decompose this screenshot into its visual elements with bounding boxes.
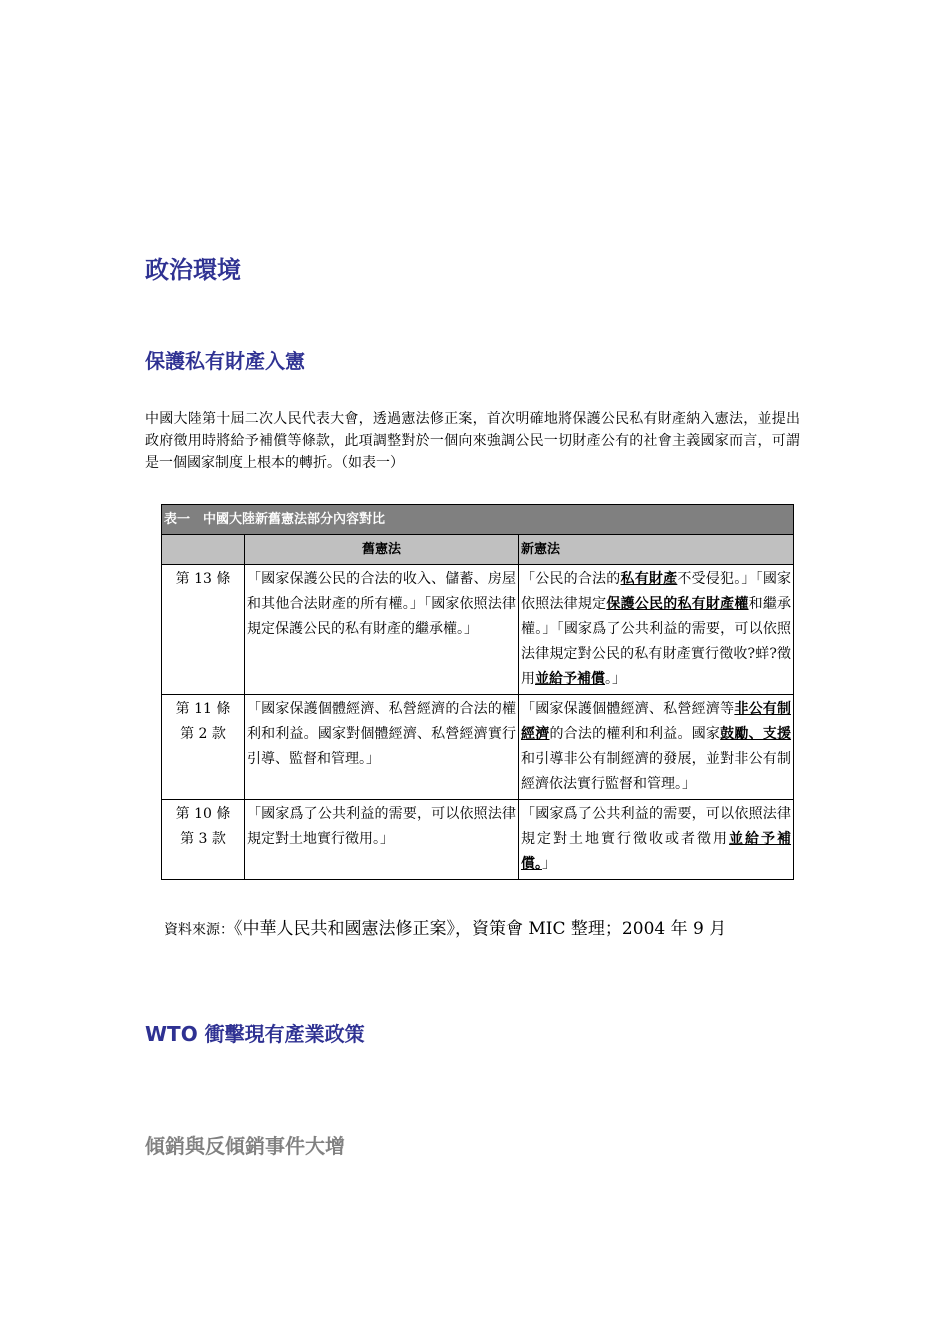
old-text-cell: 「國家保護公民的合法的收入、儲蓄、房屋和其他合法財產的所有權。」「國家依照法律規定保護公民的私有財產的繼承權。」 — [245, 565, 519, 695]
page-heading: 政治環境 — [145, 256, 241, 284]
emphasized-text: 保護公民的私有財產權 — [606, 596, 749, 612]
header-old-constitution: 舊憲法 — [245, 535, 519, 565]
emphasized-text: 並給予補償 — [535, 671, 605, 687]
article-cell — [162, 565, 245, 695]
text-segment: 和引導非公有制經濟的發展，並對非公有制經濟依法實行監督和管理。」 — [521, 751, 792, 792]
source-note — [164, 914, 726, 939]
emphasized-text: 鼓勵、支援 — [720, 726, 792, 742]
source-text: 《中華人民共和國憲法修正案》，資策會 MIC 整理；2004 年 9 月 — [234, 919, 727, 939]
section3-title: 傾銷與反傾銷事件大增 — [145, 1134, 345, 1158]
section-title: 保護私有財產入憲 — [145, 349, 305, 373]
old-text-cell: 「國家保護個體經濟、私營經濟的合法的權利和利益。國家對個體經濟、私營經濟實行引導、監督和管理。」 — [245, 695, 519, 800]
emphasized-text: 非公有制經濟 — [521, 701, 792, 742]
emphasized-text: 私有財產 — [620, 571, 678, 587]
article-label: 第 11 條 — [175, 701, 231, 717]
text-segment: 「國家爲了公共利益的需要，可以依照法律規定對土地實行徵收或者徵用 — [521, 806, 792, 847]
text-segment: 」 — [542, 856, 556, 872]
article-label: 第 13 條 — [175, 571, 231, 587]
emphasized-text: 並給予補償。 — [521, 831, 792, 872]
old-text-cell: 「國家爲了公共利益的需要，可以依照法律規定對土地實行徵用。」 — [245, 800, 519, 880]
table-row — [162, 800, 794, 880]
source-label: 資料來源： — [164, 922, 234, 938]
text-segment: 「公民的合法的 — [521, 571, 621, 587]
article-cell — [162, 695, 245, 800]
section-paragraph: 中國大陸第十屆二次人民代表大會，透過憲法修正案，首次明確地將保護公民私有財產納入憲法，並提出政府徵用時將給予補償等條款，此項調整對於一個向來強調公民一切財產公有的社會主義國家而言，可謂是一個國家制度上根本的轉折。（如表一） — [145, 411, 800, 471]
article-label: 第 10 條 — [175, 806, 231, 822]
text-segment: 「國家保護個體經濟、私營經濟等 — [521, 701, 735, 717]
comparison-table — [161, 504, 794, 880]
table-row — [162, 695, 794, 800]
new-text-cell — [519, 695, 794, 800]
header-article — [162, 535, 245, 565]
table-title: 表一 中國大陸新舊憲法部分內容對比 — [162, 505, 794, 535]
article-cell — [162, 800, 245, 880]
new-text-cell — [519, 800, 794, 880]
text-segment: 和繼承權。」「國家爲了公共利益的需要，可以依照法律規定對公民的私有財產實行徵收?蛘?徵用 — [521, 596, 792, 687]
new-text-cell — [519, 565, 794, 695]
table-row — [162, 565, 794, 695]
header-new-constitution: 新憲法 — [519, 535, 794, 565]
text-segment: 。」 — [605, 671, 626, 687]
clause-label: 第 2 款 — [180, 726, 226, 742]
text-segment: 不受侵犯。」「國家依照法律規定 — [521, 571, 792, 612]
section2-title: WTO 衝擊現有產業政策 — [145, 1022, 365, 1046]
clause-label: 第 3 款 — [180, 831, 226, 847]
text-segment: 的合法的權利和利益。國家 — [549, 726, 721, 742]
